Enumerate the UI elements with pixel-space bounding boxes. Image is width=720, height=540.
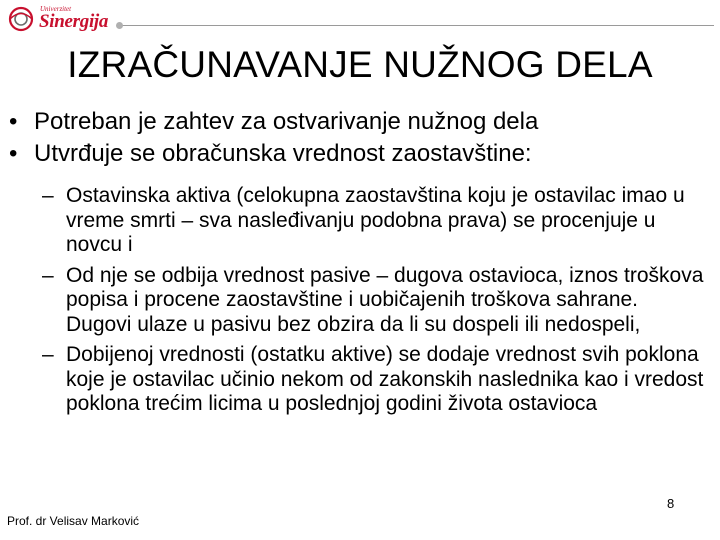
- sub-bullet-text: Ostavinska aktiva (celokupna zaostavština koju je ostavilac imao u vreme smrti – sva nasleđivanju podobna prava) se procenjuje u novcu i: [66, 184, 685, 256]
- bullet-text: Potreban je zahtev za ostvarivanje nužnog dela: [34, 108, 539, 135]
- header-divider: [120, 25, 714, 26]
- dash-icon: –: [42, 343, 54, 366]
- sub-bullet-text: Dobijenoj vrednosti (ostatku aktive) se dodaje vrednost svih poklona koje je ostavilac učinio nekom od zakonskih naslednika kao i vredost poklona trećim licima u poslednjoj godini života ostavioca: [66, 343, 704, 415]
- logo-small-text: Univerzitet: [40, 5, 72, 13]
- bullet-dot-icon: •: [9, 108, 18, 135]
- bullet-text: Utvrđuje se obračunska vrednost zaostavštine:: [34, 140, 532, 167]
- sub-bullet-text: Od nje se odbija vrednost pasive – dugova ostavioca, iznos troškova popisa i procene zaostavštine i uobičajenih troškova sahrane. Dugovi ulaze u pasivu bez obzira da li su dospeli ili nedospeli,: [66, 263, 704, 336]
- page-number: 8: [667, 496, 675, 511]
- dash-icon: –: [42, 184, 54, 207]
- sinergija-logo-icon: [6, 6, 40, 32]
- sub-bullet-item: [0, 184, 720, 258]
- slide-body: [0, 106, 720, 423]
- dash-icon: –: [42, 263, 54, 287]
- university-logo: [6, 4, 116, 34]
- author-footer: Prof. dr Velisav Marković: [7, 514, 140, 528]
- sub-bullet-list: [0, 184, 720, 417]
- logo-name: Sinergija: [39, 11, 109, 32]
- sub-bullet-item: [0, 264, 720, 338]
- bullet-dot-icon: •: [9, 140, 18, 167]
- slide-title: IZRAČUNAVANJE NUŽNOG DELA: [67, 44, 653, 85]
- bullet-item: [0, 138, 720, 170]
- bullet-item: [0, 106, 720, 138]
- sub-bullet-item: [0, 343, 720, 417]
